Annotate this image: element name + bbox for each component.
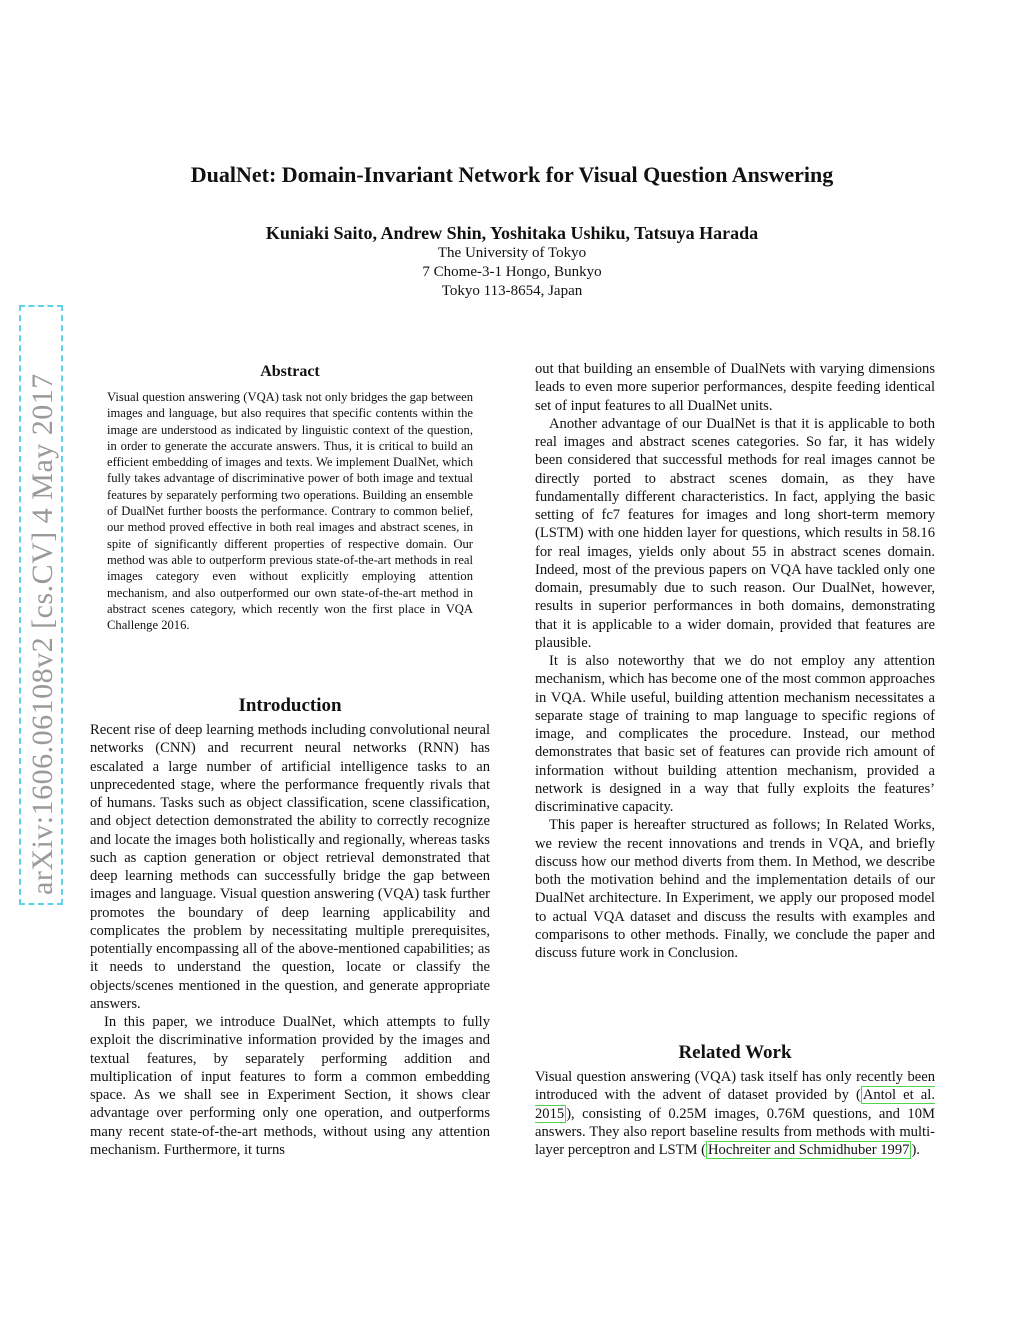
- intro-paragraph-2: In this paper, we introduce DualNet, which attempts to fully exploit the discriminative information provided by the images and textual features, by separately performing addition and multiplication of input features to form a common embedding space. As we shall see in Experiment Section, it shows clear advantage over performing only one operation, and outperforms many recent state-of-the-art methods, without using any attention mechanism. Furthermore, it turns: [90, 1014, 490, 1158]
- intro-paragraph-3: Another advantage of our DualNet is that it is applicable to both real images and abstract scenes categories. So far, it has widely been considered that successful methods for real images cannot be directly ported to abstract scenes domain, as they have fundamentally different characteristics. In fact, applying the basic setting of fc7 features for images and long short-term memory (LSTM) with one hidden layer for questions, which results in 58.16 for real images, yields only about 55 in abstract scenes domain. Indeed, most of the previous papers on VQA have tackled only one domain, presumably due to such reason. Our DualNet, however, results in superior performances in both domains, demonstrating that it is applicable to a wider domain, provided that features are plausible.: [535, 415, 935, 651]
- abstract-heading: Abstract: [260, 363, 320, 380]
- related-work-text-b: ), consisting of 0.25M images, 0.76M questions, and 10M answers. They also report baseline results from methods with multi-layer perceptron and LSTM (: [535, 1105, 935, 1158]
- abstract-text: Visual question answering (VQA) task not only bridges the gap between images and language, but also requires that specific contents within the image are understood as indicated by linguistic context of the question, in order to generate the accurate answers. Thus, it is critical to build an efficient embedding of images and texts. We implement DualNet, which fully takes advantage of discriminative power of both image and textual features by separately performing two operations. Building an ensemble of DualNet further boosts the performance. Contrary to common belief, our method proved effective in both real images and abstract scenes, in spite of significantly different properties of respective domain. Our method was able to outperform previous state-of-the-art methods in real images category even without explicitly employing attention mechanism, and also outperformed our own state-of-the-art method in abstract scenes category, which recently won the first place in VQA Challenge 2016.: [107, 390, 473, 633]
- intro-paragraph-4: It is also noteworthy that we do not employ any attention mechanism, which has become one of the most common approaches in VQA. While useful, building attention mechanism necessitates a separate stage of training to map language to specific regions of image, and complicates the procedure. Instead, our method demonstrates that basic set of features can provide rich amount of information without building attention mechanism, provided a network is designed in a way that fully exploits the features’ discriminative capacity.: [535, 653, 935, 815]
- related-work-paragraph: [535, 1068, 935, 1159]
- intro-paragraph-5: This paper is hereafter structured as follows; In Related Works, we review the recent innovations and trends in VQA, and briefly discuss how our method diverts from them. In Method, we describe both the motivation behind and the implementation details of our DualNet architecture. In Experiment, we apply our proposed model to actual VQA dataset and discuss the results with examples and comparisons to other methods. Finally, we conclude the paper and discuss future work in Conclusion.: [535, 817, 935, 961]
- related-work-body: [535, 1068, 935, 1159]
- right-column-body: [535, 360, 935, 962]
- affiliation-line: 7 Chome-3-1 Hongo, Bunkyo: [422, 264, 602, 280]
- intro-paragraph-1: Recent rise of deep learning methods including convolutional neural networks (CNN) and recurrent neural networks (RNN) has escalated a large number of artificial intelligence tasks to an unprecedented stage, where the performance frequently rivals that of humans. Tasks such as object classification, scene classification, and object detection demonstrated the ability to correctly recognize and locate the images both holistically and regionally, whereas tasks such as caption generation or object retrieval demonstrated that deep learning methods can successfully bridge the gap between images and language. Visual question answering (VQA) task further promotes the boundary of deep learning applicability and complicates the problem by necessitating multiple prerequisites, potentially encompassing all of the above-mentioned capabilities; as it needs to understand the question, locate or classify the objects/scenes mentioned in the question, and generate appropriate answers.: [90, 722, 490, 1012]
- citation-link-antol-2015[interactable]: Antol et al. 2015: [535, 1087, 935, 1122]
- related-work-text-a: Visual question answering (VQA) task itself has only recently been introduced with the advent of dataset provided by (: [535, 1069, 935, 1104]
- related-work-text-c: ).: [911, 1142, 920, 1158]
- related-work-heading: Related Work: [678, 1042, 792, 1063]
- intro-paragraph-2-continued: out that building an ensemble of DualNets with varying dimensions leads to even more superior performances, despite feeding identical set of input features to all DualNet units.: [535, 361, 935, 414]
- affiliation-line: The University of Tokyo: [437, 245, 587, 261]
- introduction-heading: Introduction: [238, 695, 342, 716]
- affiliation-line: Tokyo 113-8654, Japan: [441, 283, 583, 299]
- arxiv-identifier-stamp[interactable]: arXiv:1606.06108v2 [cs.CV] 4 May 2017: [19, 305, 63, 905]
- left-column-body: [90, 721, 490, 1159]
- citation-link-hochreiter-1997[interactable]: Hochreiter and Schmidhuber 1997: [708, 1142, 910, 1158]
- author-list: Kuniaki Saito, Andrew Shin, Yoshitaka Ushiku, Tatsuya Harada: [265, 223, 759, 243]
- paper-title: DualNet: Domain-Invariant Network for Visual Question Answering: [190, 162, 834, 187]
